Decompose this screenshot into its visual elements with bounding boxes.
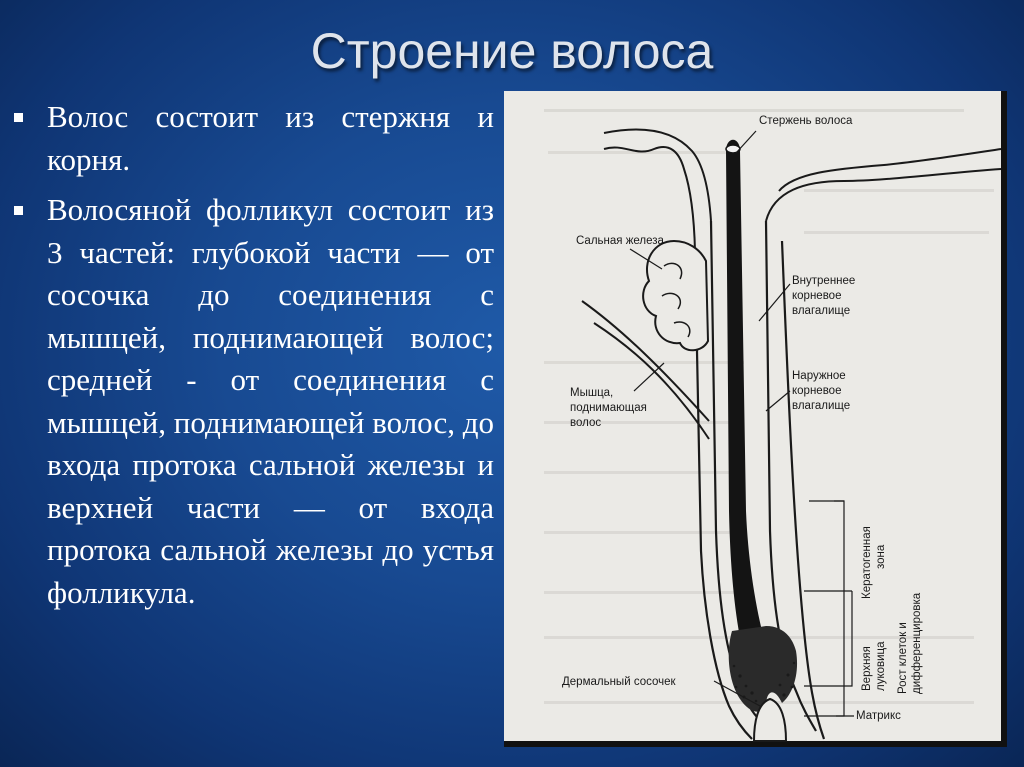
label-inner-sheath-1: Внутреннее — [792, 275, 856, 287]
label-outer-sheath-2: корневое — [792, 385, 842, 397]
label-dermal-papilla: Дермальный сосочек — [562, 676, 676, 688]
label-inner-sheath-2: корневое — [792, 290, 842, 302]
label-muscle-3: волос — [570, 417, 602, 429]
bullet-text: Волос состоит из стержня и корня. — [47, 99, 494, 177]
slide-title: Строение волоса — [310, 23, 714, 79]
label-keratogenous-2: зона — [875, 544, 887, 569]
bullet-square-icon — [14, 113, 23, 122]
label-matrix: Матрикс — [856, 710, 901, 722]
hair-structure-diagram — [504, 91, 1007, 747]
bullet-square-icon — [14, 206, 23, 215]
label-muscle-1: Мышца, — [570, 387, 614, 399]
bullet-item — [12, 189, 494, 614]
label-muscle-2: поднимающая — [570, 402, 647, 414]
label-shaft: Стержень волоса — [759, 115, 853, 127]
bullet-list — [12, 96, 494, 622]
sebaceous-gland — [643, 241, 708, 350]
label-sebaceous-gland: Сальная железа — [576, 235, 664, 247]
label-keratogenous-zone — [861, 526, 887, 599]
hair-bulb — [729, 626, 797, 712]
label-outer-sheath-1: Наружное — [792, 370, 846, 382]
label-growth — [897, 592, 923, 694]
hair-follicle-illustration — [504, 91, 1007, 747]
hair-shaft — [726, 140, 766, 647]
label-inner-sheath-3: влагалище — [792, 305, 851, 317]
label-growth-1: Рост клеток и — [897, 622, 909, 694]
label-keratogenous-1: Кератогенная — [861, 526, 873, 599]
bullet-text: Волосяной фолликул состоит из 3 частей: глубокой части — от сосочка до соединения с мышцей, поднимающей волос; средней - от соединения с мышцей, поднимающей волос, до входа протока сальной железы и верхней части — от входа протока сальной железы до устья фолликула. — [47, 192, 494, 610]
label-upper-bulb-2: луковица — [875, 641, 887, 691]
bullet-item — [12, 96, 494, 181]
label-upper-bulb-1: Верхняя — [861, 646, 873, 691]
label-upper-bulb — [861, 641, 887, 691]
label-outer-sheath-3: влагалище — [792, 400, 851, 412]
label-growth-2: дифференцировка — [911, 592, 923, 694]
